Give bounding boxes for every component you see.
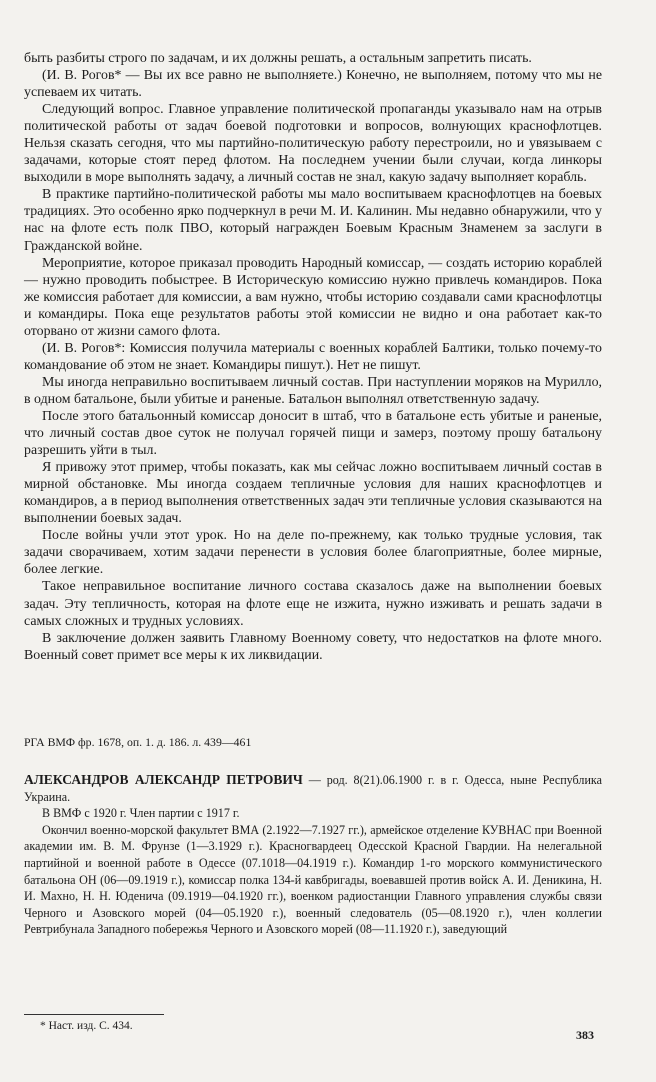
- footnote-rule: [24, 1014, 164, 1015]
- paragraph: Я привожу этот пример, чтобы показать, как мы сейчас ложно воспитываем личный состав в мирной обстановке. Мы иногда создаем тепличные условия для наших краснофлотцев и командиров, а в период выполнения ответственных задач эти тепличные условия сказываются на выполнении боевых задач.: [24, 460, 602, 527]
- paragraph: (И. В. Рогов* — Вы их все равно не выполняете.) Конечно, не выполняем, потому что мы не успеваем их читать.: [24, 68, 602, 101]
- paragraph: Мероприятие, которое приказал проводить Народный комиссар, — создать историю кораблей — нужно проводить побыстрее. В Историческую комиссию нужно привлечь командиров. Пока же комиссия работает для комиссии, а вам нужно, чтобы историю создавали сами краснофлотцы и командиры. Пока еще результатов работы этой комиссии не видно и она работает как-то оторвано от жизни самого флота.: [24, 255, 602, 339]
- paragraph: В практике партийно-политической работы мы мало воспитываем краснофлотцев на боевых традициях. Это особенно ярко подчеркнул в речи М. И. Калинин. Мы недавно обнаружили, что у нас на флоте есть полк ПВО, который награжден Боевым Красным Знаменем за заслуги в Гражданской войне.: [24, 187, 602, 254]
- bio-name: АЛЕКСАНДРОВ АЛЕКСАНДР ПЕТРОВИЧ: [24, 772, 303, 787]
- paragraph: Такое неправильное воспитание личного состава сказалось даже на выполнении боевых задач. Эту тепличность, которая на флоте еще не изжита, нужно изживать и решать задачи в самых сложных и трудных условиях.: [24, 579, 602, 629]
- paragraph: (И. В. Рогов*: Комиссия получила материалы с военных кораблей Балтики, только почему-то командование об этом не знает. Командиры пишут.). Нет не пишут.: [24, 340, 602, 373]
- paragraph: Мы иногда неправильно воспитываем личный состав. При наступлении моряков на Мурилло, в одном батальоне, были убитые и раненые. Батальон выполнял ответственную задачу.: [24, 374, 602, 407]
- bio-lead-text: — род. 8(21).06.1900 г. в г. Одесса, ныне Республика Украина.: [24, 773, 602, 804]
- paragraph: Следующий вопрос. Главное управление политической пропаганды указывало нам на отрыв политической работы от задач боевой подготовки и вопросов, волнующих краснофлотцев. Нельзя сказать сегодня, что мы партийно-политическую работу перестроили, но и увязываем с задачами, которые стоят перед флотом. На последнем учении были случаи, когда линкоры выходили в море выполнять задачу, а личный состав не знал, какую задачу выполняет корабль.: [24, 102, 602, 186]
- footnote: * Наст. изд. С. 434.: [40, 1020, 133, 1032]
- bio-paragraph: В ВМФ с 1920 г. Член партии с 1917 г.: [42, 806, 240, 821]
- paragraph: В заключение должен заявить Главному Военному совету, что недостатков на флоте много. Военный совет примет все меры к их ликвидации.: [24, 630, 602, 663]
- page-number: 383: [576, 1028, 594, 1042]
- paragraph: После этого батальонный комиссар доносит в штаб, что в батальоне есть убитые и раненые, что личный состав двое суток не получал горячей пищи и замерз, поэтому прошу батальону разрешить уйти в тыл.: [24, 408, 602, 459]
- bio-heading: [24, 772, 602, 805]
- archive-source: РГА ВМФ фр. 1678, оп. 1. д. 186. л. 439—461: [24, 735, 252, 749]
- paragraph: быть разбиты строго по задачам, и их должны решать, а остальным запретить писать.: [24, 51, 532, 66]
- main-text: [24, 50, 602, 664]
- paragraph: После войны учли этот урок. Но на деле по-прежнему, как только трудные условия, так задачи сворачиваем, хотим задачи перенести в условия более благоприятные, более мирные, более легкие.: [24, 528, 602, 578]
- bio-paragraph: Окончил военно-морской факультет ВМА (2.1922—7.1927 гг.), армейское отделение КУВНАС при Военной академии им. В. М. Фрунзе (1—3.1929 г.). Красногвардеец Одесской Красной Гвардии. На нелегальной партийной и военной работе в Одессе (07.1018—04.1919 г.). Командир 1-го морского коммунистического батальона ОН (06—09.1919 г.), комиссар полка 134-й кавбригады, воевавшей против войск А. И. Деникина, Н. И. Махно, Н. Н. Юденича (09.1919—04.1920 гг.), военком радиостанции Главного управления службы связи Черного и Азовского морей (04—05.1920 г.), военный следователь (05—08.1920 г.), член коллегии Ревтрибунала Западного побережья Черного и Азовского морей (08—11.1920 г.), заведующий: [24, 822, 602, 937]
- biography-entry: [24, 772, 602, 938]
